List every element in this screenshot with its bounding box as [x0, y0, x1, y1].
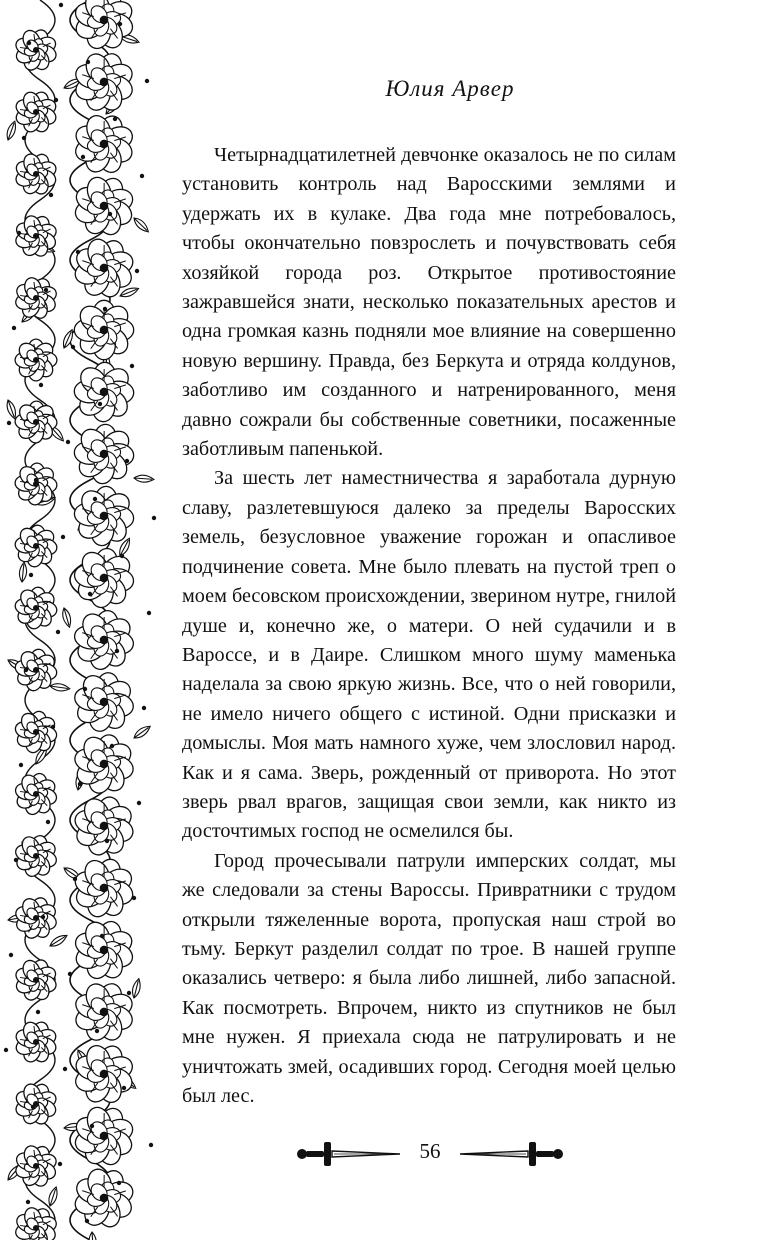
body-text [182, 141, 676, 1111]
page-number: 56 [419, 1139, 441, 1163]
running-header: Юлия Арвер [385, 76, 515, 101]
floral-border [0, 0, 162, 1240]
paragraph-1: Четырнадцатилетней девчонке оказалось не по силам установить контроль над Варосскими землями и удержать их в кулаке. Два года мне потребовалось, чтобы окончательно повзрослеть и почувствовать себя хозяйкой города роз. Открытое противостояние зажравшейся знати, несколько показательных арестов и одна громкая казнь подняли мое влияние на совершенно новую вершину. Правда, без Беркута и отряда колдунов, заботливо им созданного и натренированного, меня давно сожрали бы собственные советники, посаженные заботливым папенькой. [182, 144, 676, 461]
sword-right-icon [458, 1140, 564, 1168]
page-footer [290, 1134, 570, 1174]
paragraph-2: За шесть лет наместничества я заработала дурную славу, разлетевшуюся далеко за пределы Варосских земель, безусловное уважение горожан и опасливое подчинение совета. Мне было плевать на пустой треп о моем бесовском происхождении, зверином нутре, гнилой душе и, конечно же, о матери. О ней судачили и в Вароссе, и в Даире. Слишком много шуму маменька наделала за свою яркую жизнь. Все, что о ней говорили, не имело ничего общего с истиной. Одни присказки и домыслы. Моя мать намного хуже, чем злословил народ. Как и я сама. Зверь, рожденный от приворота. Но этот зверь рвал врагов, защищая свои земли, как никто из досточтимых господ не осмелился бы. [182, 467, 676, 843]
paragraph-3: Город прочесывали патрули имперских солдат, мы же следовали за стены Вароссы. Привратники с трудом открыли тяжеленные ворота, пропуская наш строй во тьму. Беркут разделил солдат по трое. В нашей группе оказались четверо: я была либо лишней, либо запасной. Как посмотреть. Впрочем, никто из спутников не был мне нужен. Я приехала сюда не патрулировать и не уничтожать змей, осадивших город. Сегодня моей целью был лес. [182, 849, 676, 1107]
sword-left-icon [296, 1140, 402, 1168]
floral-ornament [0, 0, 162, 1240]
